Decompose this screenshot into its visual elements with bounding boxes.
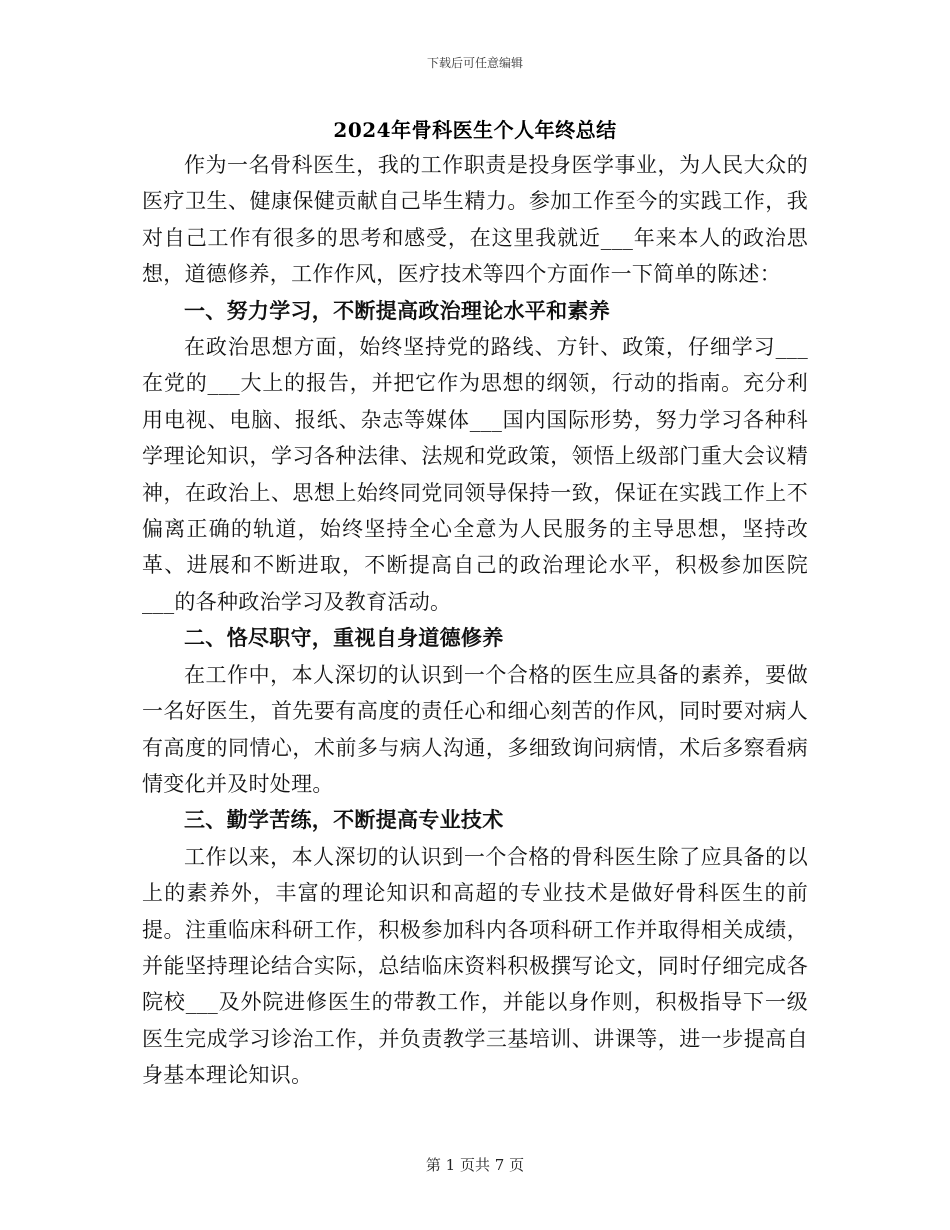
section-paragraph-2: 在工作中，本人深切的认识到一个合格的医生应具备的素养，要做一名好医生，首先要有高度的责任心和细心刻苦的作风，同时要对病人有高度的同情心，术前多与病人沟通，多细致询问病情，术后多察看病情变化并及时处理。 xyxy=(142,662,808,796)
section-paragraph-3: 工作以来，本人深切的认识到一个合格的骨科医生除了应具备的以上的素养外，丰富的理论知识和高超的专业技术是做好骨科医生的前提。注重临床科研工作，积极参加科内各项科研工作并取得相关成绩，并能坚持理论结合实际，总结临床资料积极撰写论文，同时仔细完成各院校___及外院进修医生的带教工作，并能以身作则，积极指导下一级医生完成学习诊治工作，并负责教学三基培训、讲课等，进一步提高自身基本理论知识。 xyxy=(142,844,808,1088)
section-heading-3: 三、勤学苦练，不断提高专业技术 xyxy=(184,807,504,833)
document-body xyxy=(142,147,808,1094)
section-heading-2: 二、恪尽职守，重视自身道德修养 xyxy=(184,625,504,651)
section-paragraph-1: 在政治思想方面，始终坚持党的路线、方针、政策，仔细学习___在党的___大上的报告，并把它作为思想的纲领，行动的指南。充分利用电视、电脑、报纸、杂志等媒体___国内国际形势，努力学习各种科学理论知识，学习各种法律、法规和党政策，领悟上级部门重大会议精神，在政治上、思想上始终同党同领导保持一致，保证在实践工作上不偏离正确的轨道，始终坚持全心全意为人民服务的主导思想，坚持改革、进展和不断进取，不断提高自己的政治理论水平，积极参加医院___的各种政治学习及教育活动。 xyxy=(142,335,808,614)
header-note: 下载后可任意编辑 xyxy=(426,56,523,70)
section-heading-1: 一、努力学习，不断提高政治理论水平和素养 xyxy=(184,297,610,323)
page-number-footer: 第 1 页共 7 页 xyxy=(425,1156,525,1174)
intro-paragraph: 作为一名骨科医生，我的工作职责是投身医学事业，为人民大众的医疗卫生、健康保健贡献自己毕生精力。参加工作至今的实践工作，我对自己工作有很多的思考和感受，在这里我就近___年来本人的政治思想，道德修养，工作作风，医疗技术等四个方面作一下简单的陈述： xyxy=(142,153,808,287)
document-title: 2024年骨科医生个人年终总结 xyxy=(333,118,617,142)
